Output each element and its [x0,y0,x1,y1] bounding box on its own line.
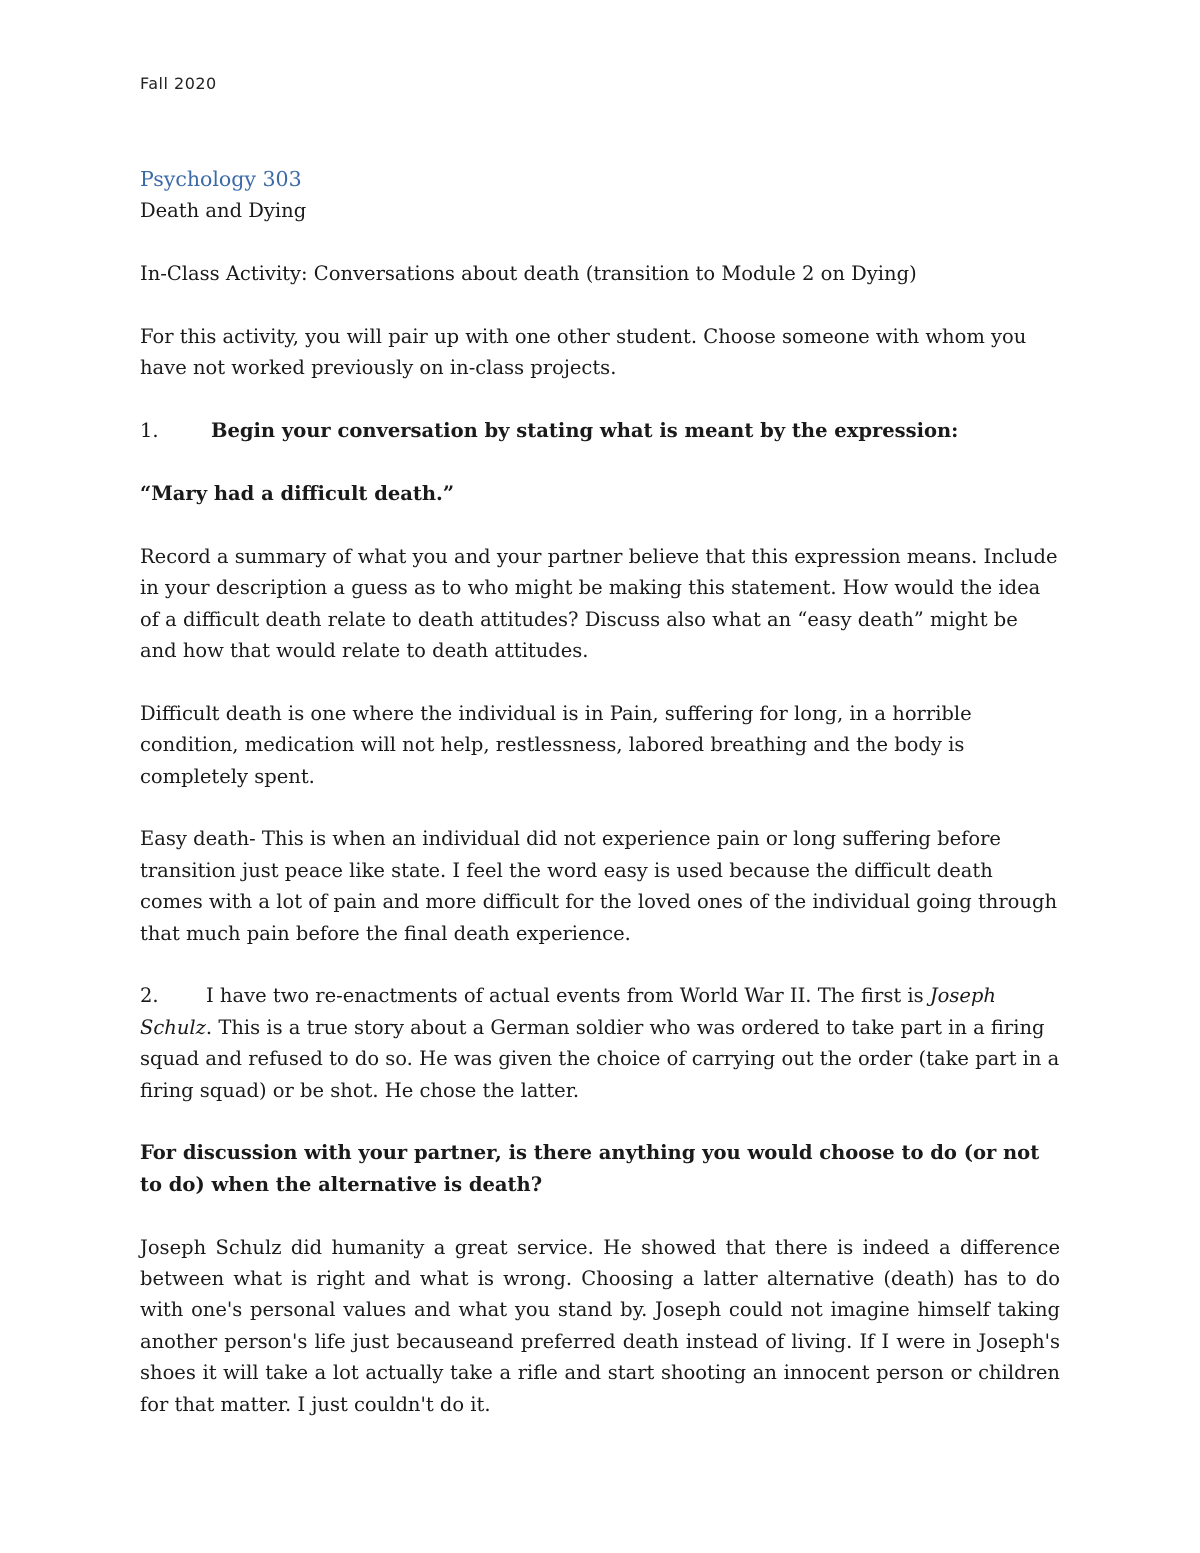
document-body [140,164,1060,1420]
film-title: Joseph Schulz [140,984,996,1039]
question-1-number: 1. [140,419,159,443]
question-1-quote: “Mary had a difficult death.” [140,482,455,505]
question-2 [140,980,1060,1106]
answer-difficult-death: Difficult death is one where the individual is in Pain, suffering for long, in a horrible condition, medication will not help, restlessness, labored breathing and the body is completely spent. [140,701,972,788]
term-header: Fall 2020 [140,74,217,93]
activity-title: In-Class Activity: Conversations about death (transition to Module 2 on Dying) [140,262,917,286]
course-title: Psychology 303 [140,167,302,191]
activity-intro: For this activity, you will pair up with one other student. Choose someone with whom you have not worked previously on in-class projects. [140,325,1027,380]
course-subtitle: Death and Dying [140,199,307,223]
question-2-text-before: I have two re-enactments of actual events from World War II. The first is [206,984,930,1008]
question-2-number: 2. [140,984,159,1008]
question-1 [140,415,1060,446]
discussion-prompt: For discussion with your partner, is there anything you would choose to do (or not to do) when the alternative is death? [140,1141,1040,1196]
answer-joseph-schulz: Joseph Schulz did humanity a great service. He showed that there is indeed a difference between what is right and what is wrong. Choosing a latter alternative (death) has to do with one's personal values and what you stand by. Joseph could not imagine himself taking another person's life just becauseand preferred death instead of living. If I were in Joseph's shoes it will take a lot actually take a rifle and start shooting an innocent person or children for that matter. I just couldn't do it. [140,1235,1060,1416]
answer-easy-death: Easy death- This is when an individual did not experience pain or long suffering before transition just peace like state. I feel the word easy is used because the difficult death comes with a lot of pain and more difficult for the loved ones of the individual going through that much pain before the final death experience. [140,827,1058,945]
question-1-instructions: Record a summary of what you and your partner believe that this expression means. Include in your description a guess as to who might be making this statement. How would the idea of a difficult death relate to death attitudes? Discuss also what an “easy death” might be and how that would relate to death attitudes. [140,544,1058,663]
question-1-prompt: Begin your conversation by stating what is meant by the expression: [211,419,959,443]
question-2-text-after: . This is a true story about a German soldier who was ordered to take part in a firing squad and refused to do so. He was given the choice of carrying out the order (take part in a firing squad) or be shot. He chose the latter. [140,1015,1060,1102]
